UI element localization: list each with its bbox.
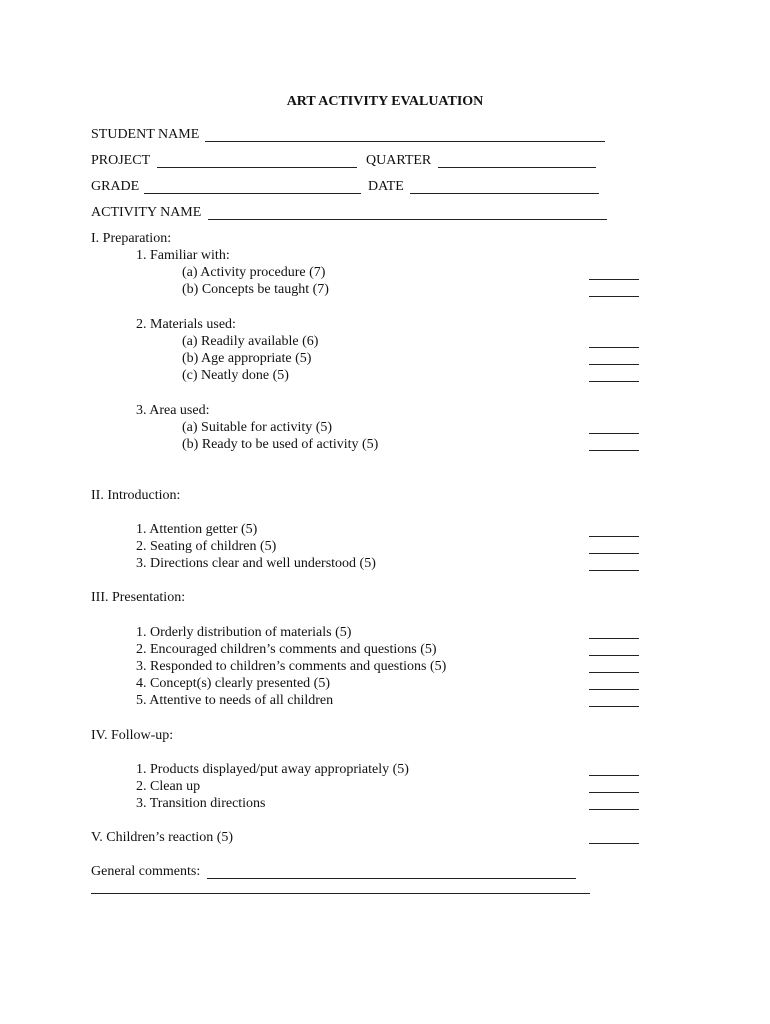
activity-name-label: ACTIVITY NAME	[91, 205, 202, 220]
reaction-label: V. Children’s reaction (5)	[91, 830, 234, 845]
score-field[interactable]	[589, 364, 639, 365]
score-field[interactable]	[589, 536, 639, 537]
score-field[interactable]	[589, 296, 639, 297]
list-item: (b) Ready to be used of activity (5)	[182, 437, 379, 452]
list-item: 5. Attentive to needs of all children	[136, 693, 334, 708]
list-item: 2. Clean up	[136, 779, 201, 794]
comments-label: General comments:	[91, 864, 201, 879]
score-field[interactable]	[589, 433, 639, 434]
list-item: (a) Activity procedure (7)	[182, 265, 326, 280]
score-field[interactable]	[589, 381, 639, 382]
date-label: DATE	[368, 179, 404, 194]
comments-field-line-2[interactable]	[91, 893, 590, 894]
score-field[interactable]	[589, 672, 639, 673]
score-field[interactable]	[589, 655, 639, 656]
list-item: 4. Concept(s) clearly presented (5)	[136, 676, 330, 691]
preparation-heading: I. Preparation:	[91, 231, 172, 246]
score-field[interactable]	[589, 843, 639, 844]
materials-label: 2. Materials used:	[136, 317, 236, 332]
score-field[interactable]	[589, 809, 639, 810]
list-item: (c) Neatly done (5)	[182, 368, 289, 383]
score-field[interactable]	[589, 689, 639, 690]
comments-field[interactable]	[207, 878, 576, 879]
area-label: 3. Area used:	[136, 403, 210, 418]
list-item: 3. Transition directions	[136, 796, 266, 811]
score-field[interactable]	[589, 553, 639, 554]
followup-heading: IV. Follow-up:	[91, 728, 174, 743]
student-name-label: STUDENT NAME	[91, 127, 200, 142]
score-field[interactable]	[589, 450, 639, 451]
list-item: 2. Seating of children (5)	[136, 539, 277, 554]
list-item: 2. Encouraged children’s comments and questions (5)	[136, 642, 437, 657]
list-item: (a) Readily available (6)	[182, 334, 319, 349]
list-item: 1. Attention getter (5)	[136, 522, 258, 537]
student-name-field[interactable]	[205, 141, 605, 142]
list-item: (b) Concepts be taught (7)	[182, 282, 329, 297]
activity-name-field[interactable]	[208, 219, 607, 220]
quarter-field[interactable]	[438, 167, 596, 168]
grade-field[interactable]	[144, 193, 361, 194]
score-field[interactable]	[589, 775, 639, 776]
project-field[interactable]	[157, 167, 357, 168]
score-field[interactable]	[589, 570, 639, 571]
score-field[interactable]	[589, 792, 639, 793]
list-item: 1. Orderly distribution of materials (5)	[136, 625, 352, 640]
score-field[interactable]	[589, 638, 639, 639]
familiar-label: 1. Familiar with:	[136, 248, 230, 263]
quarter-label: QUARTER	[366, 153, 432, 168]
list-item: (b) Age appropriate (5)	[182, 351, 312, 366]
introduction-heading: II. Introduction:	[91, 488, 181, 503]
score-field[interactable]	[589, 706, 639, 707]
list-item: 3. Responded to children’s comments and questions (5)	[136, 659, 447, 674]
score-field[interactable]	[589, 279, 639, 280]
score-field[interactable]	[589, 347, 639, 348]
list-item: 3. Directions clear and well understood (5)	[136, 556, 376, 571]
page-title: ART ACTIVITY EVALUATION	[286, 94, 484, 109]
list-item: 1. Products displayed/put away appropriately (5)	[136, 762, 409, 777]
date-field[interactable]	[410, 193, 599, 194]
list-item: (a) Suitable for activity (5)	[182, 420, 333, 435]
presentation-heading: III. Presentation:	[91, 590, 186, 605]
project-label: PROJECT	[91, 153, 151, 168]
grade-label: GRADE	[91, 179, 140, 194]
